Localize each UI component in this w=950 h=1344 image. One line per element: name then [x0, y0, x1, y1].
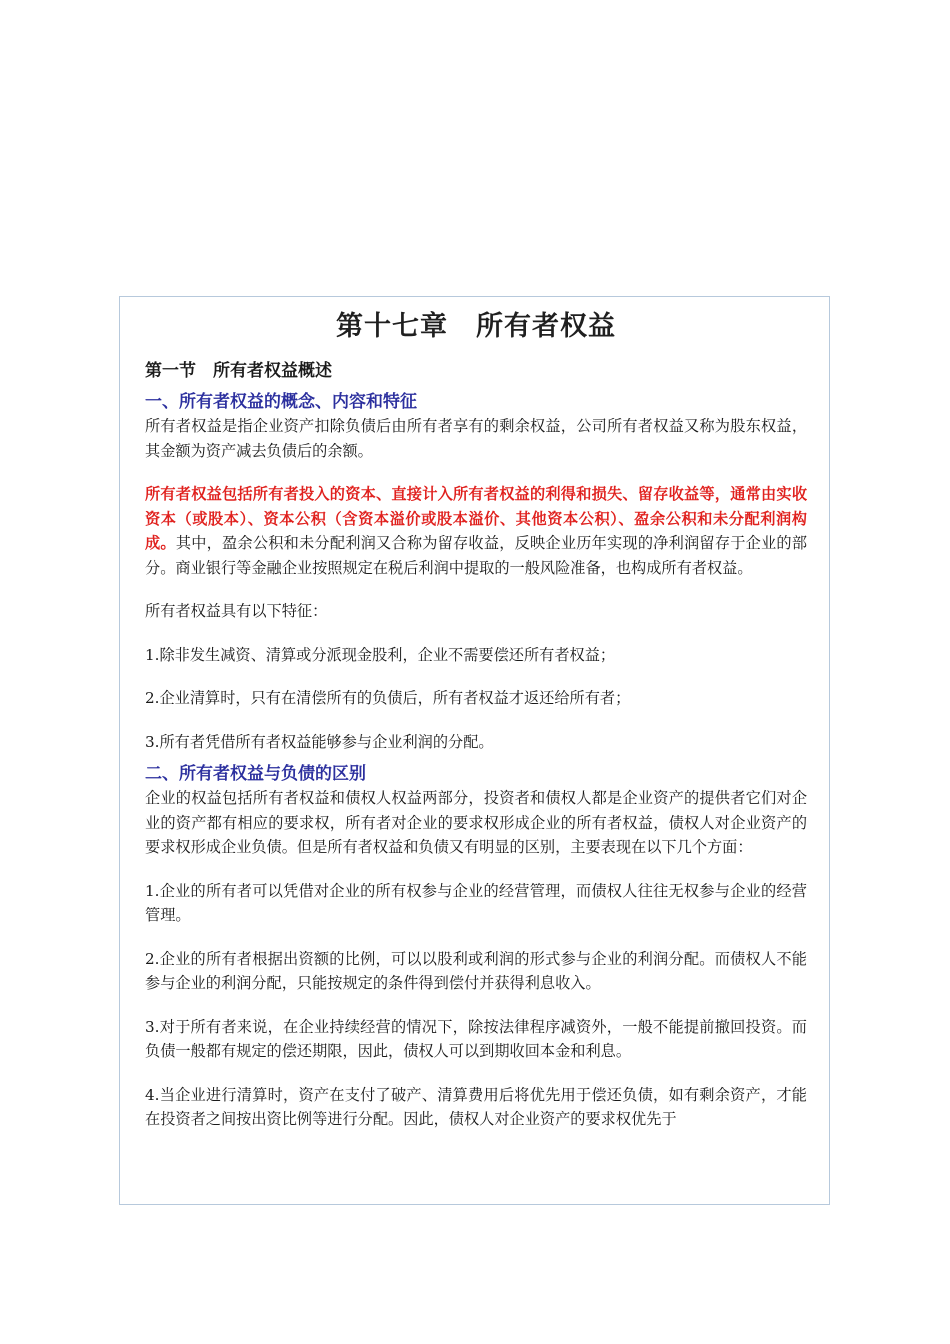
difference-item-1: 1.企业的所有者可以凭借对企业的所有权参与企业的经营管理，而债权人往往无权参与企业的经营管理。	[145, 881, 807, 924]
paragraph-composition-rest: 其中，盈余公积和未分配利润又合称为留存收益，反映企业历年实现的净利润留存于企业的部分。商业银行等金融企业按照规定在税后利润中提取的一般风险准备，也构成所有者权益。	[145, 534, 808, 577]
subsection-title-2: 二、所有者权益与负债的区别	[145, 764, 366, 784]
chapter-title: 第十七章 所有者权益	[336, 311, 616, 342]
paragraph-composition	[145, 482, 807, 580]
paragraph-difference-intro: 企业的权益包括所有者权益和债权人权益两部分，投资者和债权人都是企业资产的提供者它们对企业的资产都有相应的要求权，所有者对企业的要求权形成企业的所有者权益，债权人对企业资产的要求权形成企业负债。但是所有者权益和负债又有明显的区别，主要表现在以下几个方面：	[145, 789, 807, 856]
paragraph-features-intro: 所有者权益具有以下特征：	[145, 602, 328, 620]
difference-item-2: 2.企业的所有者根据出资额的比例，可以以股利或利润的形式参与企业的利润分配。而债权人不能参与企业的利润分配，只能按规定的条件得到偿付并获得利息收入。	[145, 949, 807, 992]
section-title: 第一节 所有者权益概述	[145, 361, 332, 381]
highlighted-text: 所有者权益包括所有者投入的资本、直接计入所有者权益的利得和损失、留存收益等，通常由实收资本（或股本）、资本公积（含资本溢价或股本溢价、其他资本公积）、盈余公积和未分配利润构成。	[145, 485, 807, 552]
document-frame	[119, 296, 830, 1205]
subsection-title-1: 一、所有者权益的概念、内容和特征	[145, 392, 417, 412]
difference-item-4: 4.当企业进行清算时，资产在支付了破产、清算费用后将优先用于偿还负债，如有剩余资产，才能在投资者之间按出资比例等进行分配。因此，债权人对企业资产的要求权优先于	[145, 1085, 807, 1128]
paragraph-definition: 所有者权益是指企业资产扣除负债后由所有者享有的剩余权益，公司所有者权益又称为股东权益，其金额为资产减去负债后的余额。	[145, 417, 807, 460]
document-body	[145, 297, 807, 1132]
difference-item-3: 3.对于所有者来说，在企业持续经营的情况下，除按法律程序减资外，一般不能提前撤回投资。而负债一般都有规定的偿还期限，因此，债权人可以到期收回本金和利息。	[145, 1017, 807, 1060]
feature-item-2: 2.企业清算时，只有在清偿所有的负债后，所有者权益才返还给所有者；	[145, 689, 631, 707]
feature-item-1: 1.除非发生减资、清算或分派现金股利，企业不需要偿还所有者权益；	[145, 645, 616, 664]
feature-item-3: 3.所有者凭借所有者权益能够参与企业利润的分配。	[145, 732, 494, 751]
